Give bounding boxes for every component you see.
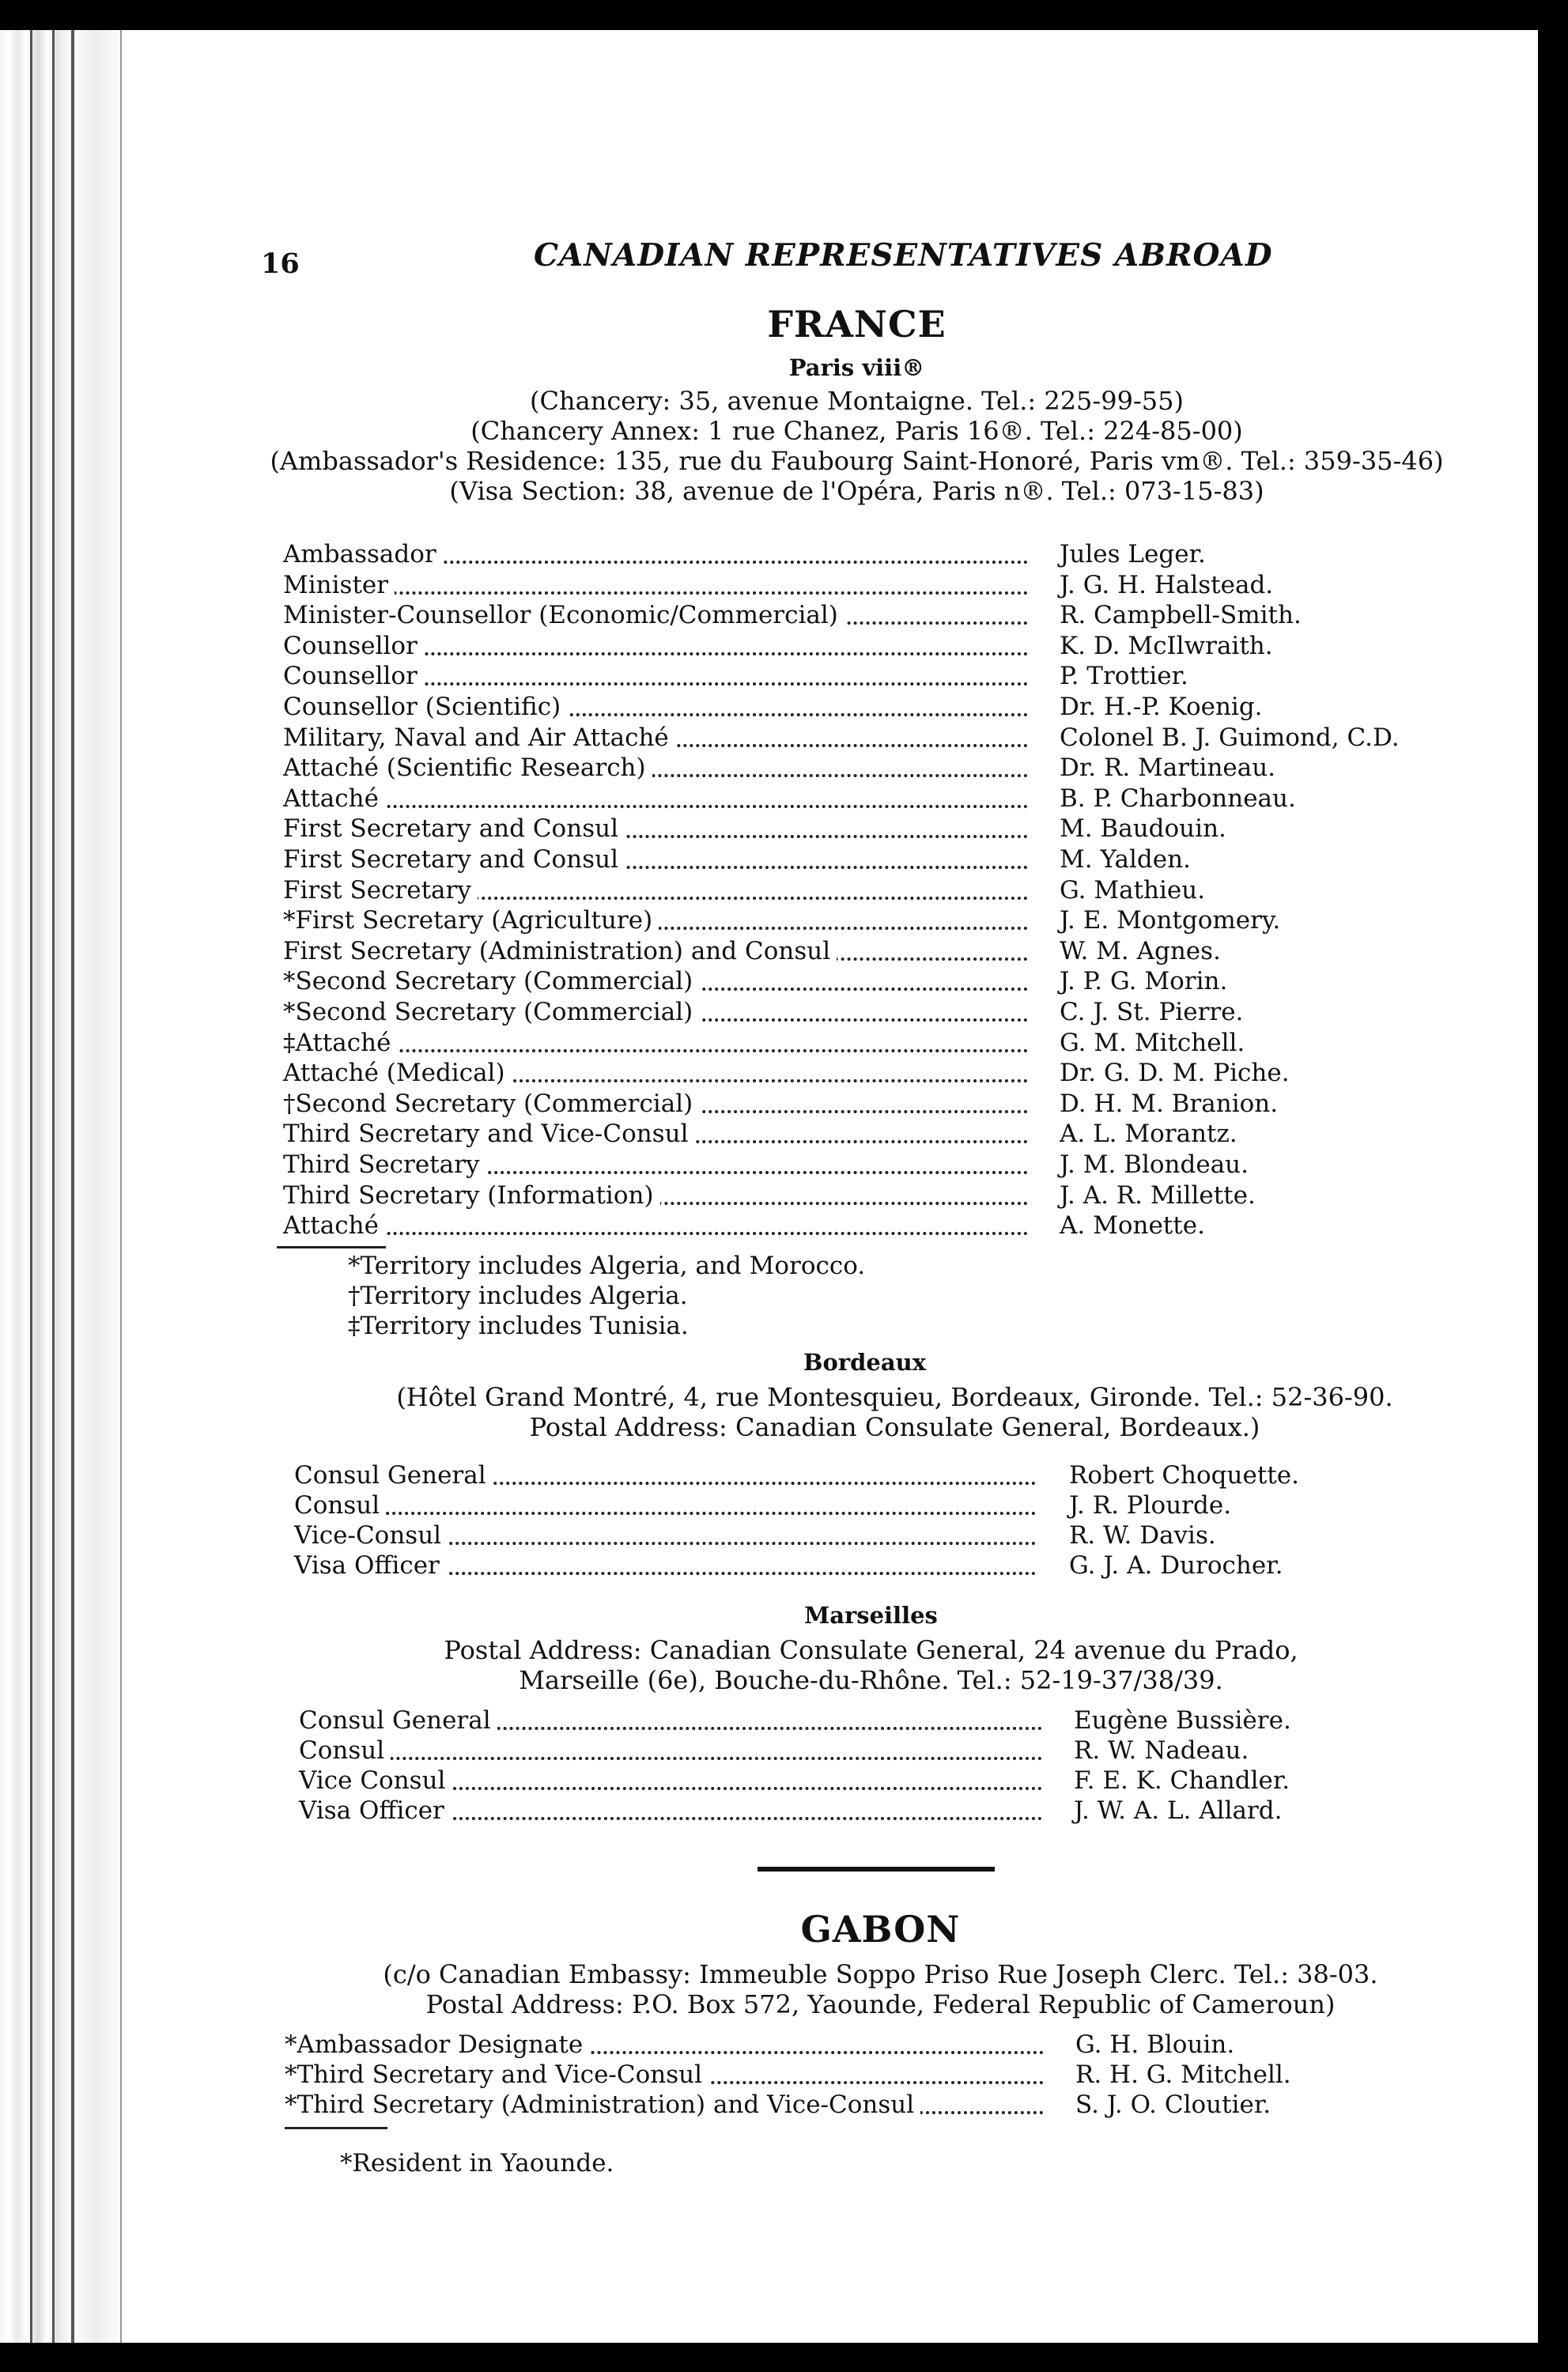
address-line: (Visa Section: 38, avenue de l'Opéra, Paris n®. Tel.: 073-15-83) (449, 476, 1264, 506)
address-line: (Chancery: 35, avenue Montaigne. Tel.: 225-99-55) (530, 386, 1184, 416)
staff-row (283, 937, 1360, 967)
officer-name: P. Trottier. (1060, 662, 1188, 691)
position-title: Attaché (Scientific Research) (283, 754, 652, 782)
scanned-page (0, 30, 1538, 2343)
position-title: Consul (299, 1736, 391, 1765)
position-title: Vice-Consul (294, 1521, 448, 1550)
officer-name: Colonel B. J. Guimond, C.D. (1060, 723, 1400, 752)
staff-row (283, 845, 1360, 875)
address-line: (c/o Canadian Embassy: Immeuble Soppo Priso Rue Joseph Clerc. Tel.: 38-03. (383, 1959, 1378, 1989)
position-title: Vice Consul (299, 1766, 452, 1795)
position-title: Minister-Counsellor (Economic/Commercial) (283, 601, 844, 629)
staff-row (283, 876, 1360, 906)
staff-row (294, 1551, 1360, 1581)
position-title: First Secretary and Consul (283, 845, 625, 874)
staff-row (285, 2091, 1360, 2121)
officer-name: Robert Choquette. (1069, 1461, 1299, 1490)
officer-name: Dr. H.-P. Koenig. (1060, 693, 1263, 721)
officer-name: A. Monette. (1060, 1211, 1205, 1241)
address-line: Postal Address: P.O. Box 572, Yaounde, Federal Republic of Cameroun) (425, 1989, 1336, 2019)
officer-name: G. Mathieu. (1060, 875, 1206, 905)
officer-name: Dr. G. D. M. Piche. (1060, 1059, 1290, 1088)
position-title: Attaché (Medical) (283, 1059, 512, 1087)
officer-name: R. Campbell-Smith. (1060, 601, 1302, 630)
page-content (0, 30, 1538, 2343)
staff-row (283, 1029, 1360, 1059)
officer-name: J. A. R. Millette. (1060, 1180, 1256, 1210)
officer-name: R. H. G. Mitchell. (1075, 2060, 1291, 2089)
leader-dots (315, 1736, 1042, 1760)
officer-name: A. L. Morantz. (1060, 1120, 1237, 1149)
position-title: *Second Secretary (Commercial) (283, 998, 699, 1026)
footnote: †Territory includes Algeria. (348, 1282, 688, 1310)
position-title: Consul General (294, 1461, 493, 1490)
staff-row (283, 1211, 1360, 1241)
staff-row (283, 662, 1360, 692)
officer-name: Jules Leger. (1060, 540, 1206, 568)
position-title: ‡Attaché (283, 1029, 397, 1057)
officer-name: J. M. Blondeau. (1060, 1150, 1249, 1179)
staff-row (283, 814, 1360, 844)
staff-row (283, 998, 1360, 1028)
staff-row (283, 1150, 1360, 1180)
staff-row (283, 1181, 1360, 1211)
position-title: Visa Officer (299, 1796, 451, 1825)
position-title: Counsellor (Scientific) (283, 693, 567, 721)
footnote: ‡Territory includes Tunisia. (348, 1312, 689, 1340)
country-heading-gabon: GABON (800, 1908, 961, 1951)
leader-dots (310, 1491, 1036, 1515)
position-title: *Ambassador Designate (285, 2030, 589, 2059)
position-title: Ambassador (283, 540, 443, 568)
position-title: Attaché (283, 1211, 385, 1240)
city-heading-paris: Paris viii® (788, 354, 925, 381)
officer-name: R. W. Davis. (1069, 1521, 1216, 1550)
officer-name: J. R. Plourde. (1069, 1491, 1232, 1520)
officer-name: F. E. K. Chandler. (1074, 1766, 1290, 1795)
footnote-rule (277, 1246, 386, 1248)
officer-name: C. J. St. Pierre. (1060, 998, 1244, 1026)
position-title: First Secretary (283, 876, 478, 905)
officer-name: S. J. O. Cloutier. (1075, 2091, 1271, 2119)
leader-dots (299, 1029, 1028, 1052)
city-heading-marseilles: Marseilles (804, 1602, 938, 1629)
section-divider (758, 1867, 995, 1872)
officer-name: J. E. Montgomery. (1060, 906, 1281, 935)
staff-row (285, 2030, 1360, 2060)
position-title: *First Secretary (Agriculture) (283, 906, 659, 935)
leader-dots (299, 784, 1028, 808)
staff-row (294, 1491, 1360, 1521)
staff-row (299, 1706, 1360, 1736)
position-title: Minister (283, 571, 395, 599)
address-line: (Ambassador's Residence: 135, rue du Faubourg Saint-Honoré, Paris vm®. Tel.: 359-35-46) (270, 446, 1444, 476)
address-line: (Hôtel Grand Montré, 4, rue Montesquieu, Bordeaux, Gironde. Tel.: 52-36-90. (396, 1382, 1393, 1412)
leader-dots (299, 571, 1028, 595)
city-heading-bordeaux: Bordeaux (803, 1349, 927, 1376)
position-title: First Secretary and Consul (283, 814, 625, 843)
staff-row (283, 571, 1360, 601)
country-heading-france: FRANCE (767, 303, 946, 346)
leader-dots (299, 1211, 1028, 1235)
officer-name: Dr. R. Martineau. (1060, 754, 1276, 783)
position-title: Consul General (299, 1706, 497, 1735)
staff-row (283, 1120, 1360, 1150)
staff-row (299, 1736, 1360, 1766)
officer-name: J. G. H. Halstead. (1060, 570, 1274, 599)
officer-name: Eugène Bussière. (1074, 1706, 1291, 1735)
position-title: †Second Secretary (Commercial) (283, 1090, 699, 1118)
position-title: First Secretary (Administration) and Consul (283, 937, 837, 965)
position-title: Military, Naval and Air Attaché (283, 723, 675, 752)
running-title: CANADIAN REPRESENTATIVES ABROAD (534, 237, 1273, 274)
address-line: (Chancery Annex: 1 rue Chanez, Paris 16®. Tel.: 224-85-00) (470, 416, 1243, 446)
position-title: *Third Secretary and Vice-Consul (285, 2060, 708, 2089)
position-title: Visa Officer (294, 1551, 446, 1580)
address-line: Marseille (6e), Bouche-du-Rhône. Tel.: 52-19-37/38/39. (519, 1665, 1223, 1695)
officer-name: M. Baudouin. (1060, 814, 1226, 844)
staff-row (283, 906, 1360, 936)
officer-name: G. M. Mitchell. (1060, 1028, 1245, 1057)
staff-row (294, 1521, 1360, 1551)
staff-row (294, 1461, 1360, 1491)
position-title: Third Secretary (283, 1150, 486, 1179)
staff-row (283, 632, 1360, 662)
staff-row (283, 1059, 1360, 1089)
address-line: Postal Address: Canadian Consulate General, 24 avenue du Prado, (444, 1635, 1298, 1665)
staff-row (283, 784, 1360, 814)
position-title: Third Secretary (Information) (283, 1181, 660, 1210)
position-title: Third Secretary and Vice-Consul (283, 1120, 695, 1148)
officer-name: G. H. Blouin. (1075, 2030, 1235, 2059)
staff-row (283, 754, 1360, 784)
staff-row (299, 1766, 1360, 1796)
position-title: *Third Secretary (Administration) and Vice-Consul (285, 2091, 920, 2119)
footnote: *Resident in Yaounde. (340, 2149, 614, 2177)
officer-name: W. M. Agnes. (1060, 936, 1221, 965)
position-title: Consul (294, 1491, 386, 1520)
staff-row (283, 967, 1360, 997)
staff-row (283, 723, 1400, 754)
footnote-rule (285, 2127, 387, 2129)
staff-row (285, 2060, 1360, 2091)
staff-row (283, 1090, 1360, 1120)
position-title: Counsellor (283, 632, 424, 660)
position-title: Counsellor (283, 662, 424, 690)
staff-row (283, 540, 1360, 570)
officer-name: M. Yalden. (1060, 845, 1191, 874)
position-title: Attaché (283, 784, 385, 813)
page-number: 16 (261, 247, 300, 280)
officer-name: B. P. Charbonneau. (1060, 784, 1296, 813)
staff-row (299, 1796, 1360, 1826)
officer-name: R. W. Nadeau. (1074, 1736, 1249, 1765)
officer-name: K. D. McIlwraith. (1060, 631, 1273, 660)
staff-row (283, 601, 1360, 631)
officer-name: D. H. M. Branion. (1060, 1089, 1279, 1118)
address-line: Postal Address: Canadian Consulate General, Bordeaux.) (529, 1412, 1260, 1442)
officer-name: G. J. A. Durocher. (1069, 1551, 1283, 1580)
officer-name: J. P. G. Morin. (1060, 967, 1228, 996)
staff-row (283, 693, 1360, 723)
position-title: *Second Secretary (Commercial) (283, 967, 699, 995)
footnote: *Territory includes Algeria, and Morocco. (348, 1252, 866, 1280)
officer-name: J. W. A. L. Allard. (1074, 1796, 1283, 1825)
